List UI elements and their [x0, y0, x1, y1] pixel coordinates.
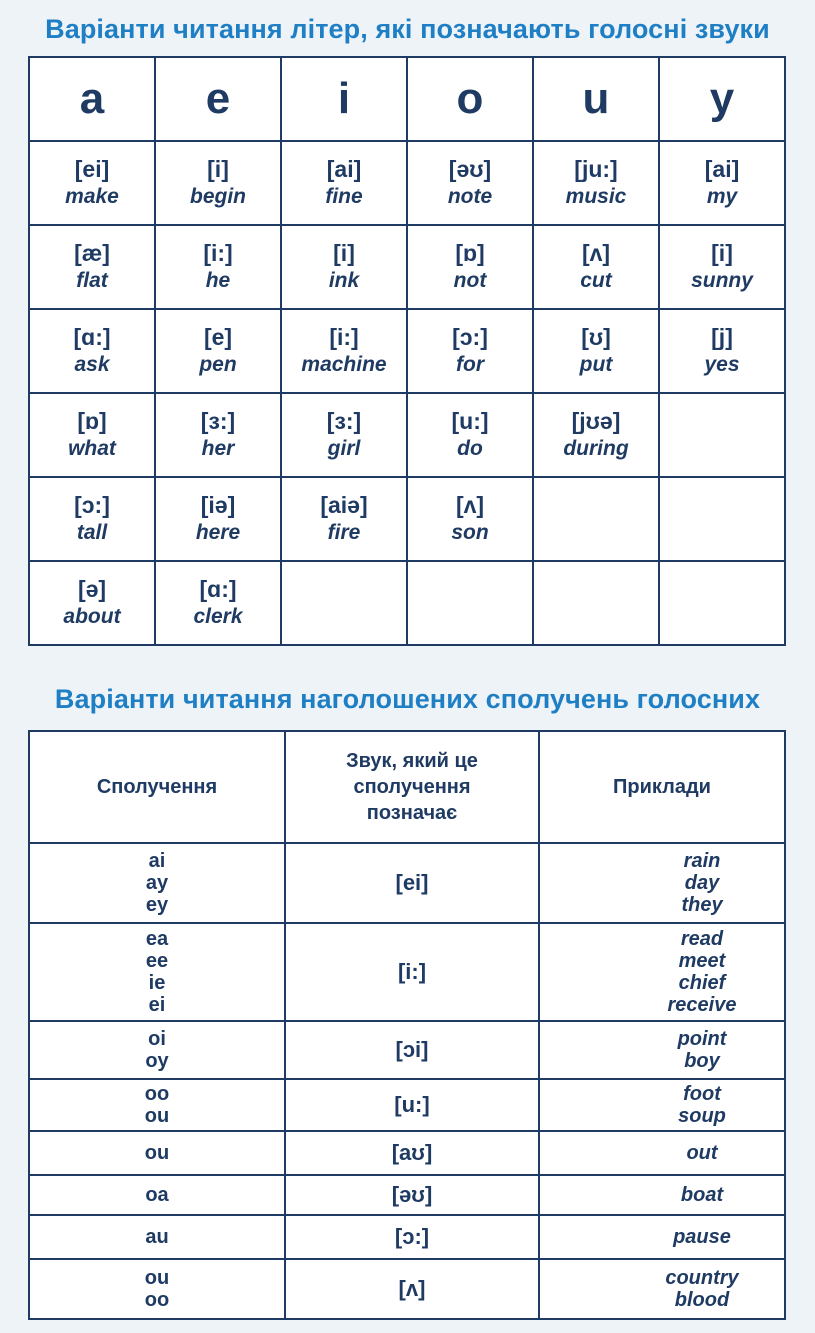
example-word: here [195, 521, 241, 544]
letters-table-cell [155, 477, 281, 561]
example-word: boat [680, 1184, 724, 1206]
example-word: ask [74, 353, 110, 376]
letters-table-cell [155, 225, 281, 309]
letters-table-row [29, 393, 785, 477]
letters-table-cell [407, 141, 533, 225]
combination-letters: oo [144, 1083, 170, 1105]
sound-transcription: [ɔ:] [452, 324, 488, 350]
letters-table-cell [281, 561, 407, 645]
letters-table-cell [29, 477, 155, 561]
sound-transcription: [ɒ] [455, 240, 485, 266]
header-sound: Звук, який це сполучення позначає [285, 731, 539, 843]
letters-table-cell [281, 393, 407, 477]
letters-table-cell [407, 309, 533, 393]
combination-letters: ei [148, 994, 166, 1016]
example-word: boy [684, 1050, 720, 1072]
combination-cell [29, 1131, 285, 1175]
combination-cell [29, 1215, 285, 1259]
letters-table-cell [533, 141, 659, 225]
example-word: son [451, 521, 489, 544]
example-word: he [205, 269, 231, 292]
combinations-table-row [29, 1079, 785, 1131]
letters-table-cell [659, 393, 785, 477]
combination-letters: ou [144, 1267, 170, 1289]
sound-transcription: [ʌ] [455, 492, 485, 518]
example-word: during [563, 437, 629, 460]
letters-table-cell [281, 141, 407, 225]
header-combination: Сполучення [29, 731, 285, 843]
example-word: rain [683, 850, 721, 872]
section1-title: Варіанти читання літер, які позначають голосні звуки [45, 14, 770, 44]
example-word: machine [301, 353, 387, 376]
sound-transcription: [ɑ:] [199, 576, 237, 602]
example-word: girl [327, 437, 361, 460]
sound-transcription: [ei] [74, 156, 110, 182]
sound-transcription: [ɜ:] [326, 408, 362, 434]
example-word: my [706, 185, 738, 208]
letters-table-cell [533, 309, 659, 393]
sound-transcription: [ju:] [574, 156, 618, 182]
sound-transcription: [ɜ:] [200, 408, 236, 434]
sound-cell: [i:] [285, 923, 539, 1021]
combination-cell [29, 1079, 285, 1131]
letters-table-cell [155, 561, 281, 645]
letters-table-cell [281, 309, 407, 393]
examples-cell [539, 1175, 785, 1215]
example-word: soup [678, 1105, 726, 1127]
letters-table-cell [659, 225, 785, 309]
example-word: receive [667, 994, 737, 1016]
example-word: cut [580, 269, 612, 292]
letters-table-cell [659, 309, 785, 393]
example-word: clerk [193, 605, 243, 628]
sound-transcription: [i] [207, 156, 229, 182]
sound-cell: [ɔi] [285, 1021, 539, 1079]
letter-a: a [29, 57, 155, 141]
sound-transcription: [i] [711, 240, 733, 266]
example-word: country [665, 1267, 739, 1289]
examples-cell [539, 1079, 785, 1131]
example-word: make [65, 185, 119, 208]
letters-table-cell [407, 393, 533, 477]
combination-cell [29, 1259, 285, 1319]
combination-letters: ay [145, 872, 169, 894]
combination-letters: oy [145, 1050, 169, 1072]
sound-cell: [u:] [285, 1079, 539, 1131]
example-word: sunny [691, 269, 753, 292]
letters-table-cell [29, 561, 155, 645]
example-word: out [686, 1142, 718, 1164]
examples-cell [539, 1021, 785, 1079]
example-word: what [68, 437, 116, 460]
example-word: flat [76, 269, 108, 292]
combination-cell [29, 843, 285, 923]
letters-table-cell [659, 561, 785, 645]
letters-table-row [29, 141, 785, 225]
letter-o: o [407, 57, 533, 141]
combinations-table [28, 730, 786, 1320]
example-word: foot [683, 1083, 721, 1105]
example-word: do [457, 437, 483, 460]
letters-table [28, 56, 786, 646]
letter-e: e [155, 57, 281, 141]
combination-letters: ou [144, 1142, 170, 1164]
letters-table-row [29, 477, 785, 561]
section2-title: Варіанти читання наголошених сполучень голосних [54, 684, 761, 714]
letters-table-cell [533, 477, 659, 561]
combinations-table-row [29, 923, 785, 1021]
letters-table-cell [407, 561, 533, 645]
sound-transcription: [əʊ] [448, 156, 492, 182]
combinations-header-row [29, 731, 785, 843]
sound-transcription: [e] [203, 324, 233, 350]
example-word: note [447, 185, 493, 208]
sound-transcription: [ə] [77, 576, 107, 602]
sound-transcription: [aiə] [320, 492, 368, 518]
sound-cell: [ei] [285, 843, 539, 923]
letters-table-cell [281, 225, 407, 309]
combination-letters: au [145, 1226, 169, 1248]
examples-cell [539, 1215, 785, 1259]
sound-cell: [ʌ] [285, 1259, 539, 1319]
letters-table-cell [29, 309, 155, 393]
example-word: chief [678, 972, 726, 994]
combination-letters: ai [148, 850, 166, 872]
sound-transcription: [ɔ:] [74, 492, 110, 518]
sound-transcription: [j] [711, 324, 733, 350]
example-word: not [453, 269, 487, 292]
sound-transcription: [jʊə] [571, 408, 621, 434]
header-examples: Приклади [539, 731, 785, 843]
example-word: point [677, 1028, 727, 1050]
example-word: day [684, 872, 720, 894]
sound-transcription: [æ] [74, 240, 110, 266]
sound-cell: [əʊ] [285, 1175, 539, 1215]
combinations-table-body [29, 843, 785, 1319]
example-word: fine [325, 185, 363, 208]
example-word: pause [673, 1226, 731, 1248]
letters-table-cell [533, 225, 659, 309]
sound-transcription: [ʌ] [581, 240, 611, 266]
sound-transcription: [i] [333, 240, 355, 266]
combination-letters: ea [145, 928, 169, 950]
letters-header-row [29, 57, 785, 141]
combinations-table-row [29, 1175, 785, 1215]
combinations-table-row [29, 1131, 785, 1175]
sound-transcription: [ai] [326, 156, 362, 182]
combination-letters: oi [148, 1028, 166, 1050]
combination-letters: ie [148, 972, 166, 994]
example-word: fire [327, 521, 361, 544]
letters-table-cell [407, 225, 533, 309]
combinations-table-row [29, 1259, 785, 1319]
example-word: meet [678, 950, 726, 972]
example-word: begin [190, 185, 246, 208]
letters-table-cell [533, 561, 659, 645]
combination-cell [29, 1021, 285, 1079]
combinations-table-row [29, 1021, 785, 1079]
letters-table-cell [155, 309, 281, 393]
letters-table-body [29, 141, 785, 645]
letters-table-cell [155, 393, 281, 477]
letters-table-cell [659, 141, 785, 225]
example-word: ink [328, 269, 360, 292]
letter-i: i [281, 57, 407, 141]
example-word: music [565, 185, 627, 208]
letters-table-cell [29, 225, 155, 309]
example-word: blood [674, 1289, 730, 1311]
sound-transcription: [i:] [203, 240, 233, 266]
combinations-table-row [29, 843, 785, 923]
combination-letters: ee [145, 950, 169, 972]
examples-cell [539, 1259, 785, 1319]
combinations-table-row [29, 1215, 785, 1259]
sound-transcription: [ai] [704, 156, 740, 182]
letters-table-row [29, 561, 785, 645]
letters-table-cell [659, 477, 785, 561]
letters-table-row [29, 309, 785, 393]
letters-table-row [29, 225, 785, 309]
example-word: pen [199, 353, 237, 376]
example-word: yes [704, 353, 740, 376]
sound-transcription: [ɑ:] [73, 324, 111, 350]
example-word: they [681, 894, 723, 916]
sound-transcription: [iə] [200, 492, 236, 518]
example-word: tall [76, 521, 108, 544]
examples-cell [539, 923, 785, 1021]
sound-transcription: [u:] [451, 408, 489, 434]
sound-transcription: [ʊ] [581, 324, 611, 350]
letters-table-cell [155, 141, 281, 225]
combination-cell [29, 1175, 285, 1215]
example-word: put [579, 353, 613, 376]
example-word: her [201, 437, 235, 460]
combination-cell [29, 923, 285, 1021]
examples-cell [539, 1131, 785, 1175]
sound-transcription: [ɒ] [77, 408, 107, 434]
example-word: read [680, 928, 724, 950]
combination-letters: oa [145, 1184, 169, 1206]
sound-cell: [aʊ] [285, 1131, 539, 1175]
example-word: about [63, 605, 121, 628]
combination-letters: oo [144, 1289, 170, 1311]
letters-table-cell [281, 477, 407, 561]
letters-table-cell [29, 141, 155, 225]
examples-cell [539, 843, 785, 923]
sound-transcription: [i:] [329, 324, 359, 350]
sound-cell: [ɔ:] [285, 1215, 539, 1259]
combination-letters: ou [144, 1105, 170, 1127]
letters-table-cell [533, 393, 659, 477]
letters-table-cell [29, 393, 155, 477]
combination-letters: ey [145, 894, 169, 916]
letter-u: u [533, 57, 659, 141]
example-word: for [456, 353, 484, 376]
letter-y: y [659, 57, 785, 141]
letters-table-cell [407, 477, 533, 561]
